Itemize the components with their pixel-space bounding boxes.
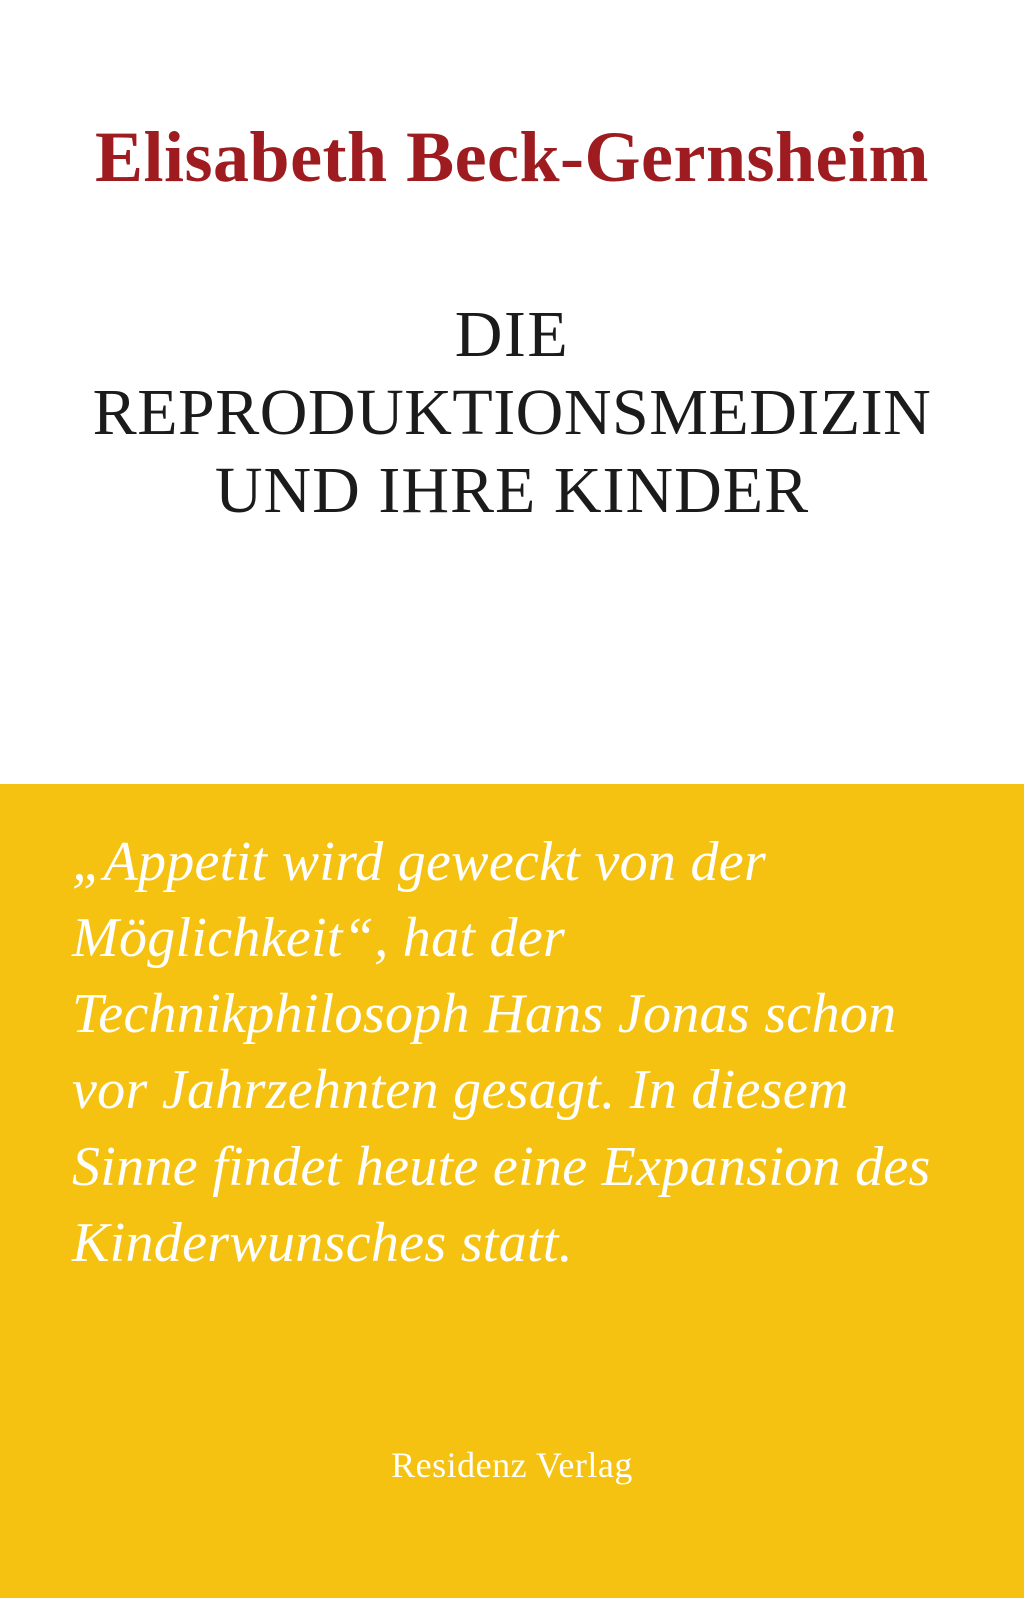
- title-line-1: DIE: [454, 298, 570, 371]
- blurb-panel: [0, 784, 1024, 1598]
- book-title: [40, 296, 984, 530]
- publisher-name: Residenz Verlag: [391, 1445, 633, 1485]
- title-line-2: REPRODUKTIONSMEDIZIN: [92, 375, 932, 449]
- author-name: Elisabeth Beck-Gernsheim: [95, 117, 929, 197]
- blurb-text: „Appetit wird geweckt von der Möglichkeit“, hat der Technikphilosoph Hans Jonas schon vor Jahrzehnten gesagt. In diesem Sinne findet heute eine Expansion des Kinderwunsches statt.: [72, 831, 931, 1274]
- title-line-3: UND IHRE KINDER: [214, 453, 810, 527]
